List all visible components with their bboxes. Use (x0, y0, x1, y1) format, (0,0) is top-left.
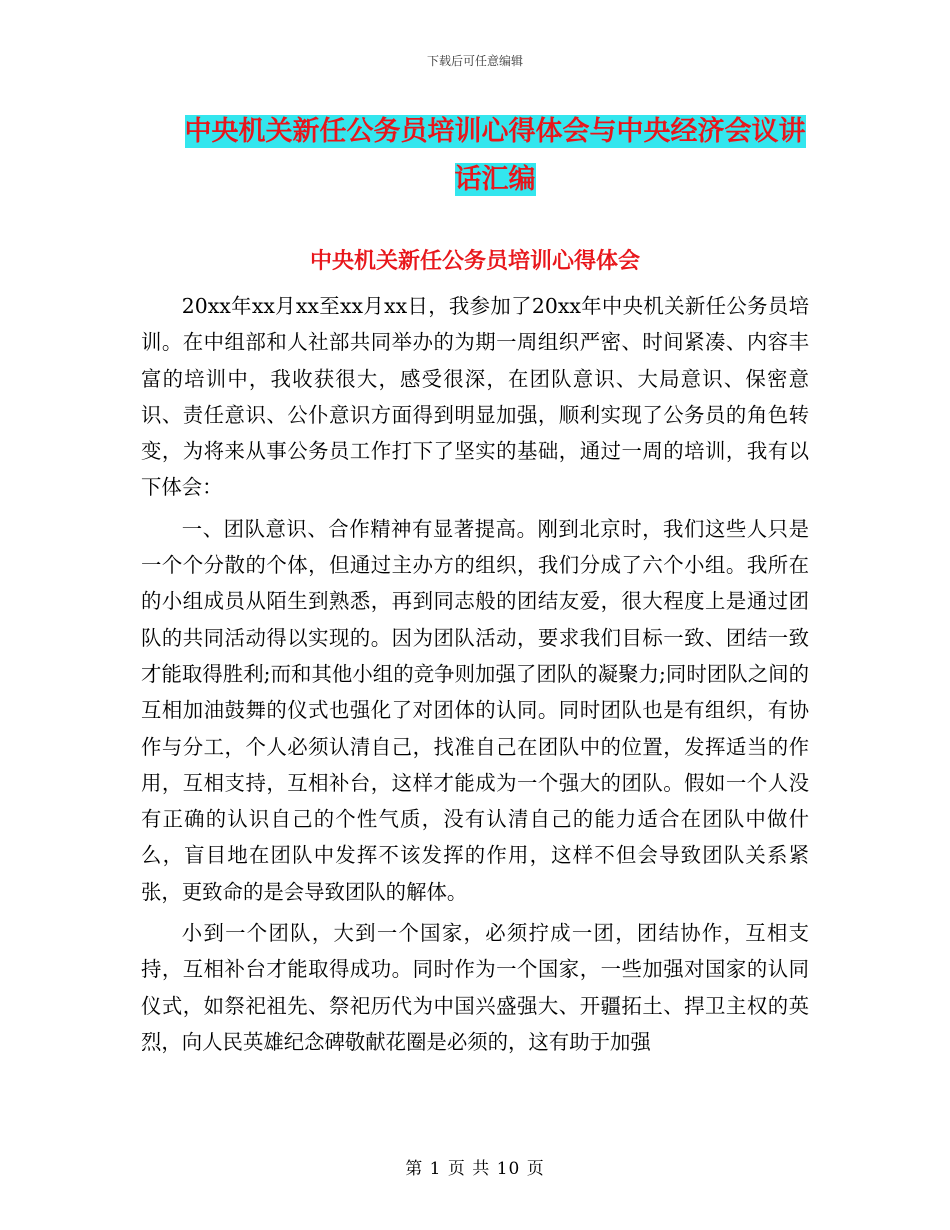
document-title-line-2: 话汇编 (454, 164, 536, 195)
page-indicator: 第 1 页 共 10 页 (405, 1159, 545, 1179)
section-title: 中央机关新任公务员培训心得体会 (309, 249, 640, 274)
header-note: 下载后可任意编辑 (426, 54, 523, 68)
document-body (141, 288, 809, 1060)
paragraph-1: 20xx年xx月xx至xx月xx日，我参加了20xx年中央机关新任公务员培训。在中组部和人社部共同举办的为期一周组织严密、时间紧凑、内容丰富的培训中，我收获很大，感受很深，在团队意识、大局意识、保密意识、责任意识、公仆意识方面得到明显加强，顺利实现了公务员的角色转变，为将来从事公务员工作打下了坚实的基础，通过一周的培训，我有以下体会： (141, 294, 809, 500)
document-title (140, 108, 850, 204)
paragraph-3: 小到一个团队，大到一个国家，必须拧成一团，团结协作，互相支持，互相补台才能取得成功。同时作为一个国家，一些加强对国家的认同仪式，如祭祀祖先、祭祀历代为中国兴盛强大、开疆拓土、捍卫主权的英烈，向人民英雄纪念碑敬献花圈是必须的，这有助于加强 (141, 921, 809, 1054)
document-title-line-1: 中央机关新任公务员培训心得体会与中央经济会议讲 (184, 116, 806, 147)
paragraph-2: 一、团队意识、合作精神有显著提高。刚到北京时，我们这些人只是一个个分散的个体，但通过主办方的组织，我们分成了六个小组。我所在的小组成员从陌生到熟悉，再到同志般的团结友爱，很大程度上是通过团队的共同活动得以实现的。因为团队活动，要求我们目标一致、团结一致才能取得胜利;而和其他小组的竞争则加强了团队的凝聚力;同时团队之间的互相加油鼓舞的仪式也强化了对团体的认同。同时团队也是有组织，有协作与分工，个人必须认清自己，找准自己在团队中的位置，发挥适当的作用，互相支持，互相补台，这样才能成为一个强大的团队。假如一个人没有正确的认识自己的个性气质，没有认清自己的能力适合在团队中做什么，盲目地在团队中发挥不该发挥的作用，这样不但会导致团队关系紧张，更致命的是会导致团队的解体。 (141, 516, 809, 904)
